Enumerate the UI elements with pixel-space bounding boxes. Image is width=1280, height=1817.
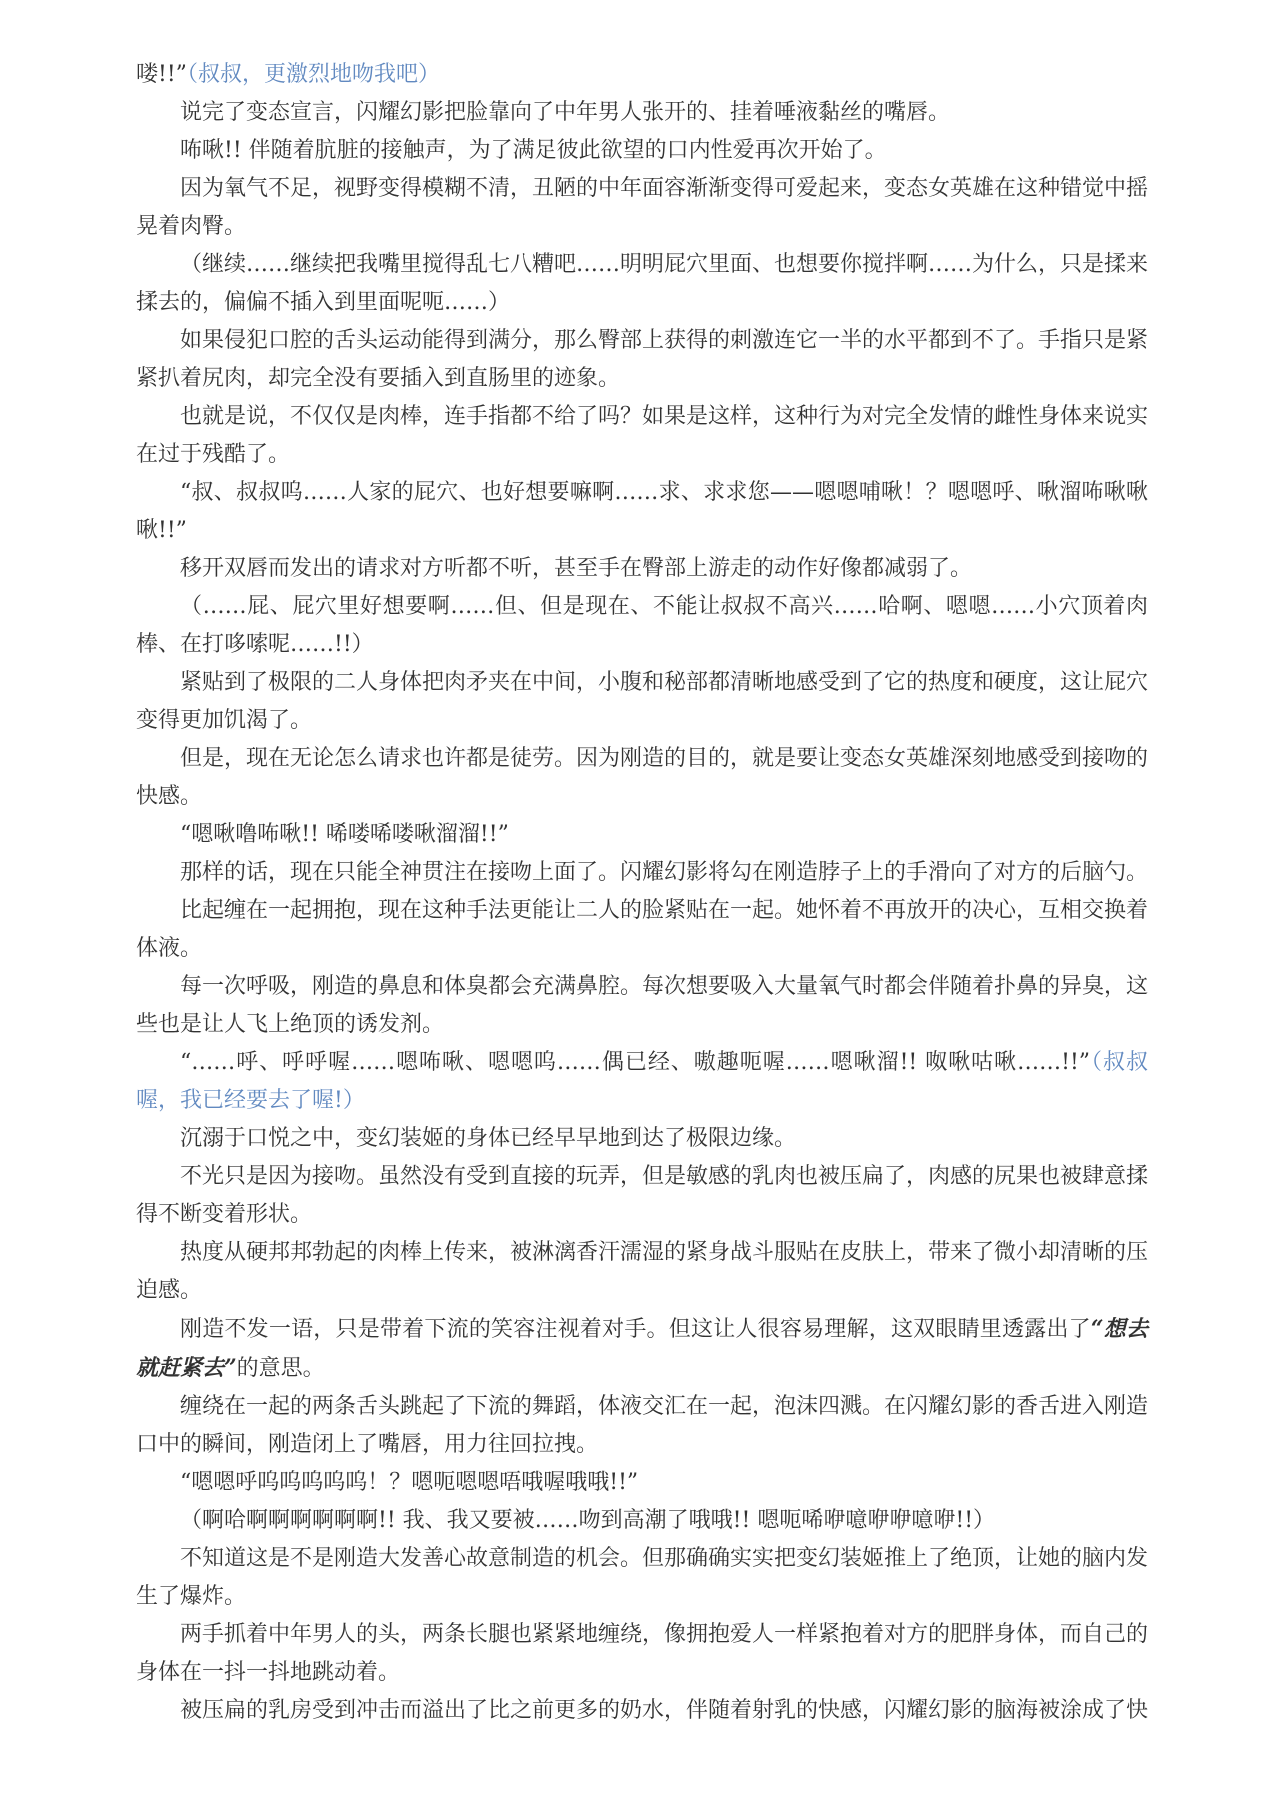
paragraph — [136, 1120, 1148, 1158]
text-segment: “叔、叔叔呜……人家的屁穴、也好想要嘛啊……求、求求您——嗯嗯哺啾！？嗯嗯呼、啾溜咘啾啾啾!!” — [136, 480, 1148, 543]
text-segment: 被压扁的乳房受到冲击而溢出了比之前更多的奶水，伴随着射乳的快感，闪耀幻影的脑海被涂成了快 — [180, 1698, 1149, 1723]
paragraph — [136, 1692, 1148, 1730]
paragraph — [136, 1540, 1148, 1616]
text-segment: 热度从硬邦邦勃起的肉棒上传来，被淋漓香汗濡湿的紧身战斗服贴在皮肤上，带来了微小却清晰的压迫感。 — [136, 1240, 1149, 1303]
text-segment: 比起缠在一起拥抱，现在这种手法更能让二人的脸紧贴在一起。她怀着不再放开的决心，互相交换着体液。 — [136, 898, 1149, 961]
text-segment: （继续……继续把我嘴里搅得乱七八糟吧……明明屁穴里面、也想要你搅拌啊……为什么，只是揉来揉去的，偏偏不插入到里面呢呃……） — [136, 252, 1149, 315]
text-segment: 喽!!” — [136, 62, 187, 87]
paragraph — [136, 1464, 1148, 1502]
text-segment: 紧贴到了极限的二人身体把肉矛夹在中间，小腹和秘部都清晰地感受到了它的热度和硬度，这让屁穴变得更加饥渴了。 — [136, 670, 1149, 733]
paragraph — [136, 56, 1148, 94]
paragraph — [136, 1502, 1148, 1540]
paragraph — [136, 398, 1148, 474]
paragraph — [136, 246, 1148, 322]
text-segment: “嗯嗯呼呜呜呜呜呜！？嗯呃嗯嗯唔哦喔哦哦!!” — [180, 1470, 639, 1495]
text-segment: “……呼、呼呼喔……嗯咘啾、嗯嗯呜……偶已经、嗷趣呃喔……嗯啾溜!! 呶啾咕啾……!!” — [180, 1050, 1091, 1075]
text-segment: 刚造不发一语，只是带着下流的笑容注视着对手。但这让人很容易理解，这双眼睛里透露出了 — [180, 1317, 1091, 1342]
paragraph — [136, 1616, 1148, 1692]
text-segment: 说完了变态宣言，闪耀幻影把脸靠向了中年男人张开的、挂着唾液黏丝的嘴唇。 — [180, 100, 951, 125]
paragraph — [136, 132, 1148, 170]
paragraph — [136, 664, 1148, 740]
text-segment: （……屁、屁穴里好想要啊……但、但是现在、不能让叔叔不高兴……哈啊、嗯嗯……小穴顶着肉棒、在打哆嗦呢……!!） — [136, 594, 1148, 657]
text-segment: 咘啾!! 伴随着肮脏的接触声，为了满足彼此欲望的口内性爱再次开始了。 — [180, 138, 887, 163]
paragraph — [136, 550, 1148, 588]
paragraph — [136, 816, 1148, 854]
text-segment: 缠绕在一起的两条舌头跳起了下流的舞蹈，体液交汇在一起，泡沫四溅。在闪耀幻影的香舌进入刚造口中的瞬间，刚造闭上了嘴唇，用力往回拉拽。 — [136, 1394, 1149, 1457]
paragraph — [136, 892, 1148, 968]
text-segment: 不光只是因为接吻。虽然没有受到直接的玩弄，但是敏感的乳肉也被压扁了，肉感的尻果也被肆意揉得不断变着形状。 — [136, 1164, 1149, 1227]
paragraph — [136, 968, 1148, 1044]
paragraph — [136, 1310, 1148, 1388]
text-segment: 如果侵犯口腔的舌头运动能得到满分，那么臀部上获得的刺激连它一半的水平都到不了。手指只是紧紧扒着尻肉，却完全没有要插入到直肠里的迹象。 — [136, 328, 1149, 391]
text-segment: 移开双唇而发出的请求对方听都不听，甚至手在臀部上游走的动作好像都减弱了。 — [180, 556, 973, 581]
text-segment: 的意思。 — [236, 1356, 325, 1381]
paragraph — [136, 170, 1148, 246]
paragraph — [136, 474, 1148, 550]
paragraph — [136, 1234, 1148, 1310]
text-segment: 每一次呼吸，刚造的鼻息和体臭都会充满鼻腔。每次想要吸入大量氧气时都会伴随着扑鼻的异臭，这些也是让人飞上绝顶的诱发剂。 — [136, 974, 1149, 1037]
translator-note: （叔叔，更激烈地吻我吧） — [186, 62, 440, 87]
translator-note: （叔叔喔，我已经要去了喔!） — [136, 1050, 1148, 1113]
paragraph — [136, 1044, 1148, 1120]
novel-page-text — [136, 56, 1148, 1730]
text-segment: “嗯啾噜咘啾!! 唏喽唏喽啾溜溜!!” — [180, 822, 509, 847]
text-segment: 因为氧气不足，视野变得模糊不清，丑陋的中年面容渐渐变得可爱起来，变态女英雄在这种错觉中摇晃着肉臀。 — [136, 176, 1149, 239]
paragraph — [136, 854, 1148, 892]
paragraph — [136, 1158, 1148, 1234]
paragraph — [136, 1388, 1148, 1464]
text-segment: （啊哈啊啊啊啊啊啊!! 我、我又要被……吻到高潮了哦哦!! 嗯呃唏咿噫咿咿噫咿!!） — [180, 1508, 996, 1533]
text-segment: 两手抓着中年男人的头，两条长腿也紧紧地缠绕，像拥抱爱人一样紧抱着对方的肥胖身体，而自己的身体在一抖一抖地跳动着。 — [136, 1622, 1149, 1685]
emphasized-phrase: “想去就赶紧去” — [136, 1316, 1148, 1381]
text-segment: 但是，现在无论怎么请求也许都是徒劳。因为刚造的目的，就是要让变态女英雄深刻地感受到接吻的快感。 — [136, 746, 1149, 809]
paragraph — [136, 740, 1148, 816]
text-segment: 沉溺于口悦之中，变幻装姬的身体已经早早地到达了极限边缘。 — [180, 1126, 797, 1151]
text-segment: 不知道这是不是刚造大发善心故意制造的机会。但那确确实实把变幻装姬推上了绝顶，让她的脑内发生了爆炸。 — [136, 1546, 1149, 1609]
text-segment: 也就是说，不仅仅是肉棒，连手指都不给了吗？如果是这样，这种行为对完全发情的雌性身体来说实在过于残酷了。 — [136, 404, 1149, 467]
paragraph — [136, 94, 1148, 132]
paragraph — [136, 322, 1148, 398]
text-segment: 那样的话，现在只能全神贯注在接吻上面了。闪耀幻影将勾在刚造脖子上的手滑向了对方的后脑勺。 — [180, 860, 1149, 885]
paragraph — [136, 588, 1148, 664]
